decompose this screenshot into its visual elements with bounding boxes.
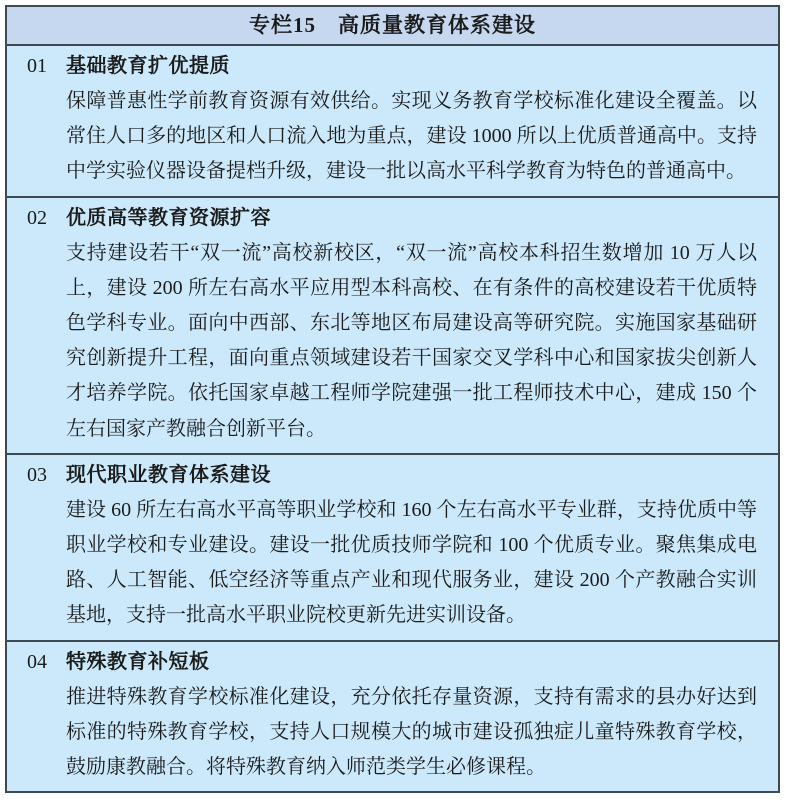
section-number: 04	[27, 650, 47, 673]
section-number: 01	[27, 55, 47, 77]
column-box	[5, 5, 780, 793]
section-body: 建设 60 所左右高水平高等职业学校和 160 个左右高水平专业群，支持优质中等职业学校和专业建设。建设一批优质技师学院和 100 个优质专业。聚焦集成电路、人工智能、低空经济等重点产业和现代服务业，建设 200 个产教融合实训基地，支持一批高水平职业院校更新先进实训设备。	[66, 498, 757, 627]
section-03	[7, 453, 778, 640]
section-01-header	[27, 49, 757, 84]
section-heading: 特殊教育补短板	[66, 650, 210, 673]
section-01	[7, 46, 778, 196]
section-body: 支持建设若干“双一流”高校新校区，“双一流”高校本科招生数增加 10 万人以上，建设 200 所左右高水平应用型本科高校、在有条件的高校建设若干优质特色学科专业。面向中西部、东北等地区布局建设高等研究院。实施国家基础研究创新提升工程，面向重点领域建设若干国家交叉学科中心和国家拔尖创新人才培养学院。依托国家卓越工程师学院建强一批工程师技术中心，建成 150 个左右国家产教融合创新平台。	[66, 241, 757, 440]
section-03-header	[27, 458, 757, 493]
panel-title-text: 专栏15 高质量教育体系建设	[249, 13, 536, 37]
section-02	[7, 196, 778, 453]
section-body: 推进特殊教育学校标准化建设，充分依托存量资源，支持有需求的县办好达到标准的特殊教育学校，支持人口规模大的城市建设孤独症儿童特殊教育学校，鼓励康教融合。将特殊教育纳入师范类学生必修课程。	[66, 685, 757, 779]
section-number: 02	[27, 206, 47, 229]
section-body: 保障普惠性学前教育资源有效供给。实现义务教育学校标准化建设全覆盖。以常住人口多的地区和人口流入地为重点，建设 1000 所以上优质普通高中。支持中学实验仪器设备提档升级，建设一批以高水平科学教育为特色的普通高中。	[66, 90, 757, 183]
section-number: 03	[27, 463, 47, 486]
section-heading: 优质高等教育资源扩容	[66, 206, 271, 229]
section-heading: 基础教育扩优提质	[66, 55, 230, 77]
section-04-header	[27, 645, 757, 680]
section-02-header	[27, 201, 757, 236]
panel-title	[7, 7, 778, 46]
section-heading: 现代职业教育体系建设	[66, 463, 271, 486]
section-04	[7, 640, 778, 792]
